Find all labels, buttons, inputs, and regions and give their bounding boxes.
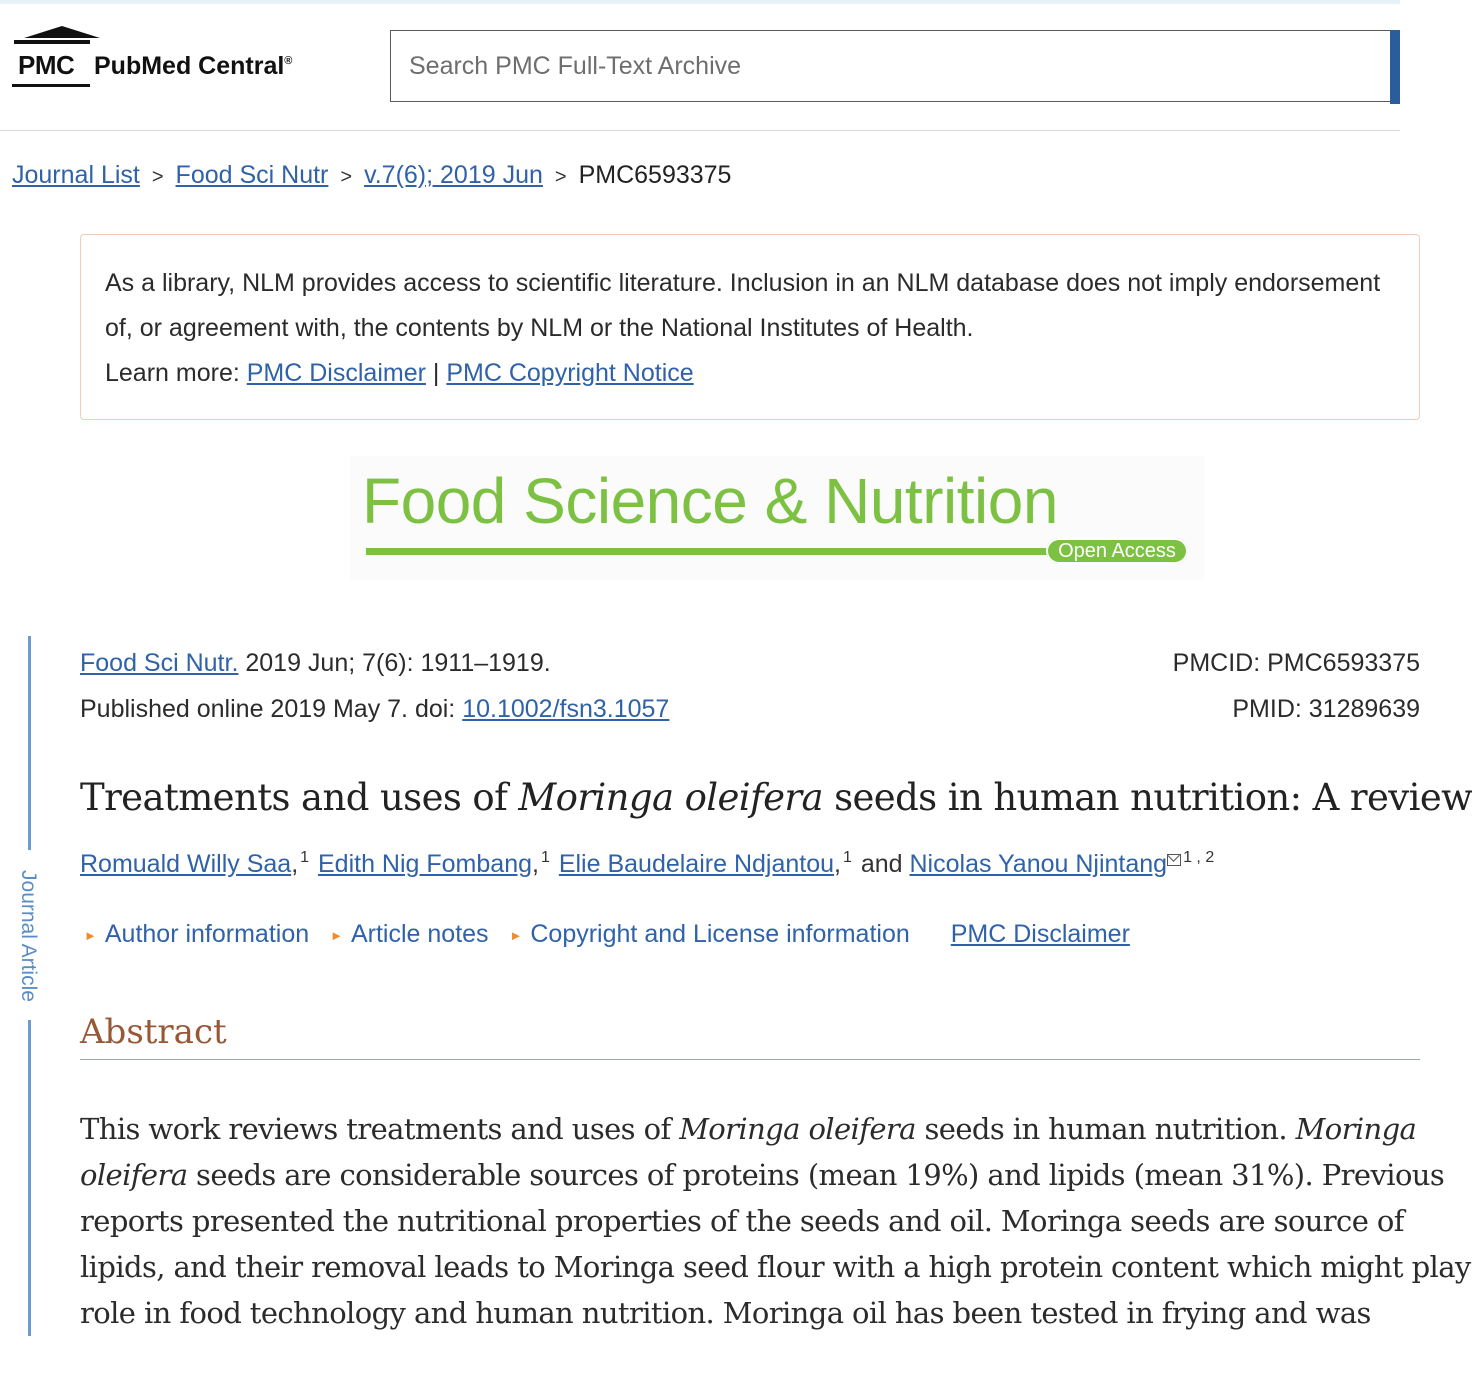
article-ids — [1173, 640, 1420, 732]
abstract-line — [80, 1152, 1471, 1198]
search-input[interactable] — [390, 30, 1392, 102]
learn-more-label: Learn more: — [105, 359, 240, 387]
notice-divider: | — [432, 359, 440, 387]
copyright-license-toggle[interactable]: Copyright and License information — [530, 920, 910, 948]
logo-underbar — [12, 84, 90, 87]
abstract-line — [80, 1106, 1471, 1152]
pmc-copyright-link[interactable]: PMC Copyright Notice — [446, 359, 694, 387]
logo-roof-icon — [24, 26, 100, 38]
abstract-line: lipids, and their removal leads to Moringa seed flour with a high protein content which might play — [80, 1250, 1471, 1284]
breadcrumb-journal-list[interactable]: Journal List — [12, 161, 140, 189]
logo-name-text: PubMed Central — [94, 52, 285, 80]
author-list: Romuald Willy Saa, $^1$ Edith Nig Fombang, $^1$ Elie Baudelaire Ndjantou, $^1$ and Nicolas Yanou Njintang $^{1 , 2}$ — [80, 849, 1215, 878]
abstract-line-1a: This work reviews treatments and uses of — [80, 1112, 680, 1146]
top-accent-line — [0, 0, 1400, 4]
pmc-logo[interactable] — [12, 26, 332, 92]
notice-learn-more — [105, 351, 1419, 396]
article-info-links — [84, 920, 1130, 949]
registered-mark: ® — [284, 55, 293, 67]
citation-line — [80, 640, 669, 686]
abstract-epithet: oleifera — [80, 1158, 188, 1192]
notice-line-2: of, or agreement with, the contents by NLM or the National Institutes of Health. — [105, 314, 974, 342]
journal-banner-rule — [366, 548, 1056, 555]
journal-abbrev-link[interactable]: Food Sci Nutr. — [80, 649, 239, 677]
abstract-line: role in food technology and human nutrition. Moringa oil has been tested in frying and was — [80, 1296, 1371, 1330]
expand-triangle-icon: ► — [330, 927, 343, 943]
pmid: PMID: 31289639 — [1232, 695, 1420, 723]
breadcrumb-separator: > — [554, 166, 567, 188]
abstract-divider — [80, 1059, 1420, 1060]
title-species: Moringa oleifera — [518, 776, 823, 819]
title-part-2: seeds in human nutrition: A review — [822, 776, 1472, 819]
citation-issue: 2019 Jun; 7(6): 1911–1919. — [238, 649, 551, 677]
author-link[interactable]: Edith Nig Fombang — [318, 850, 533, 878]
citation-block — [80, 640, 669, 732]
author-affiliation: 1 — [300, 849, 310, 866]
abstract-line: reports presented the nutritional properties of the seeds and oil. Moringa seeds are source of — [80, 1204, 1404, 1238]
abstract-heading: Abstract — [80, 1012, 227, 1052]
published-text: Published online 2019 May 7. doi: — [80, 695, 463, 723]
rail-line-top — [28, 636, 31, 850]
title-part-1: Treatments and uses of — [80, 776, 519, 819]
rail-line-bottom — [28, 1020, 31, 1336]
notice-line-1: As a library, NLM provides access to scientific literature. Inclusion in an NLM database does not imply endorsement — [105, 269, 1381, 297]
header-divider — [0, 130, 1400, 131]
published-line — [80, 686, 669, 732]
logo-bar — [14, 40, 90, 44]
author-information-toggle[interactable]: Author information — [104, 920, 310, 948]
pmc-disclaimer-article-link[interactable]: PMC Disclaimer — [950, 920, 1130, 948]
search-button[interactable] — [1390, 30, 1400, 104]
pmcid: PMCID: PMC6593375 — [1172, 649, 1420, 677]
breadcrumb-separator: > — [340, 166, 353, 188]
expand-triangle-icon: ► — [509, 927, 523, 943]
logo-name — [94, 52, 292, 81]
rail-label-text: Journal Article — [17, 870, 40, 1002]
breadcrumb-separator: > — [151, 166, 164, 188]
breadcrumb-issue[interactable]: v.7(6); 2019 Jun — [364, 161, 543, 189]
author-link[interactable]: Nicolas Yanou Njintang — [909, 850, 1168, 878]
corresponding-author-mail-icon[interactable] — [1167, 854, 1181, 866]
nlm-notice — [80, 234, 1420, 420]
author-affiliation: 1 — [842, 849, 852, 866]
author-link[interactable]: Elie Baudelaire Ndjantou — [558, 850, 835, 878]
abstract-line-1b: seeds in human nutrition. — [915, 1112, 1296, 1146]
breadcrumb-current: PMC6593375 — [578, 161, 732, 189]
article-title — [80, 776, 1472, 819]
pmc-disclaimer-link[interactable]: PMC Disclaimer — [246, 359, 426, 387]
author-connector: and — [860, 850, 903, 878]
open-access-badge: Open Access — [1046, 538, 1188, 564]
logo-abbrev: PMC — [18, 50, 75, 80]
author-affiliation: 1 — [540, 849, 550, 866]
article-notes-toggle[interactable]: Article notes — [350, 920, 489, 948]
breadcrumb — [12, 161, 731, 190]
abstract-line-2b: seeds are considerable sources of proteins (mean 19%) and lipids (mean 31%). Previous — [187, 1158, 1445, 1192]
journal-banner[interactable] — [350, 456, 1204, 580]
doi-link[interactable]: 10.1002/fsn3.1057 — [462, 695, 670, 723]
author-affiliation: 1 , 2 — [1183, 849, 1215, 866]
author-link[interactable]: Romuald Willy Saa — [80, 850, 292, 878]
abstract-species: Moringa oleifera — [679, 1112, 916, 1146]
expand-triangle-icon: ► — [84, 927, 97, 943]
abstract-text — [80, 1106, 1471, 1336]
journal-article-rail — [2, 856, 52, 1016]
abstract-genus: Moringa — [1295, 1112, 1417, 1146]
breadcrumb-journal[interactable]: Food Sci Nutr — [175, 161, 329, 189]
journal-banner-title: Food Science & Nutrition — [362, 465, 1058, 537]
